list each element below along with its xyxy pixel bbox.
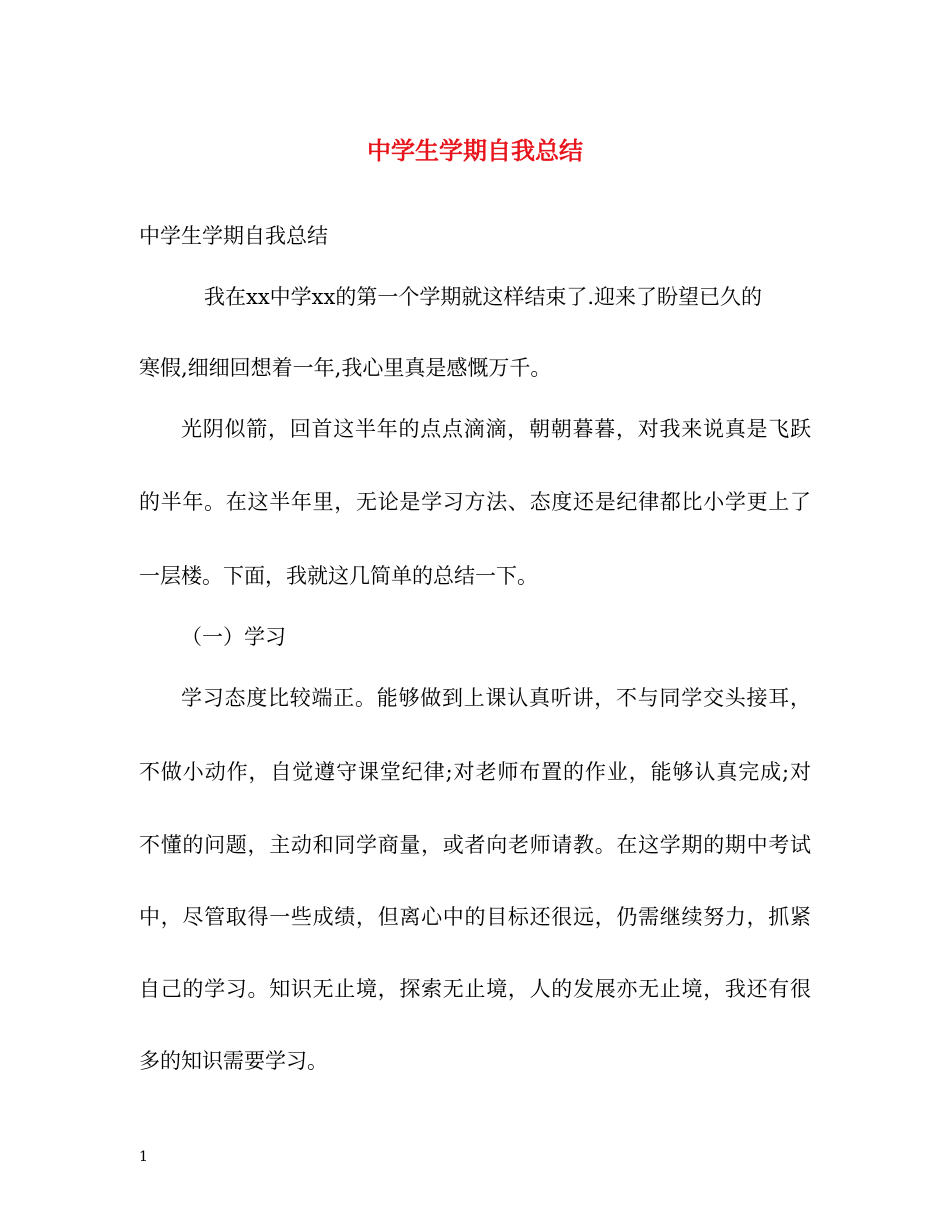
paragraph-line: 光阴似箭，回首这半年的点点滴滴，朝朝暮暮，对我来说真是飞跃	[181, 417, 811, 441]
paragraph-line: 多的知识需要学习。	[139, 1049, 328, 1073]
document-title: 中学生学期自我总结	[367, 136, 583, 165]
paragraph-line: 自己的学习。知识无止境，探索无止境，人的发展亦无止境，我还有很	[139, 977, 811, 1001]
paragraph-line: 不做小动作，自觉遵守课堂纪律;对老师布置的作业，能够认真完成;对	[139, 760, 811, 784]
section-heading: （一）学习	[181, 625, 286, 649]
paragraph-line: 一层楼。下面，我就这几简单的总结一下。	[139, 564, 538, 588]
paragraph-line: 学习态度比较端正。能够做到上课认真听讲，不与同学交头接耳，	[181, 686, 811, 710]
page-number: 1	[139, 1149, 148, 1165]
paragraph-line: 寒假,细细回想着一年,我心里真是感慨万千。	[139, 356, 552, 380]
paragraph-line: 的半年。在这半年里，无论是学习方法、态度还是纪律都比小学更上了	[139, 490, 811, 514]
paragraph-line: 中，尽管取得一些成绩，但离心中的目标还很远，仍需继续努力，抓紧	[139, 905, 811, 929]
paragraph-line: 我在xx中学xx的第一个学期就这样结束了.迎来了盼望已久的	[204, 285, 763, 309]
paragraph-line: 不懂的问题，主动和同学商量，或者向老师请教。在这学期的期中考试	[139, 833, 811, 857]
subtitle-line: 中学生学期自我总结	[139, 224, 328, 248]
